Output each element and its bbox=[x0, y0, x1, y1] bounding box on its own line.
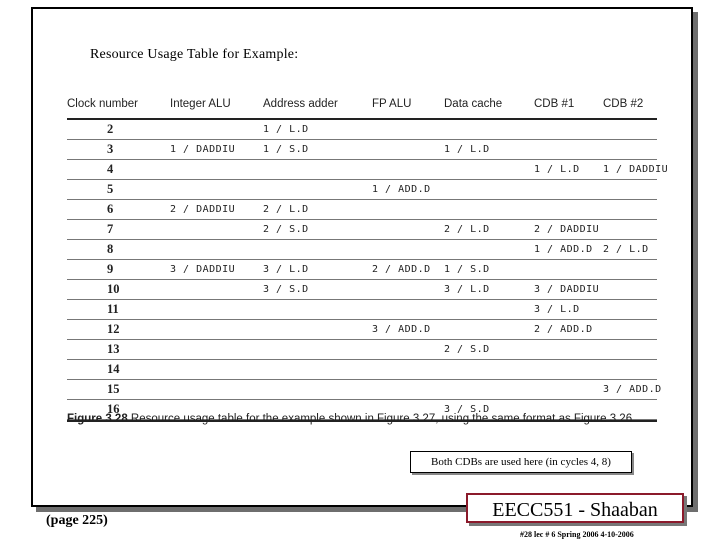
cell-clock: 5 bbox=[107, 182, 114, 196]
table-row bbox=[67, 120, 657, 140]
cell-fp-alu: 1 / ADD.D bbox=[372, 184, 431, 195]
page-reference: (page 225) bbox=[46, 513, 108, 528]
cell-cdb1: 2 / DADDIU bbox=[534, 224, 600, 235]
table-row bbox=[67, 340, 657, 360]
table-row bbox=[67, 320, 657, 340]
header-integer-alu: Integer ALU bbox=[170, 98, 231, 110]
header-clock-number: Clock number bbox=[67, 98, 138, 110]
cell-integer-alu: 1 / DADDIU bbox=[170, 144, 236, 155]
table-header-row bbox=[67, 94, 657, 120]
cell-data-cache: 3 / S.D bbox=[444, 404, 490, 415]
header-cdb1: CDB #1 bbox=[534, 98, 575, 110]
table-row bbox=[67, 380, 662, 400]
cell-address-adder: 1 / L.D bbox=[263, 124, 309, 135]
table-row bbox=[67, 360, 657, 380]
table-row bbox=[67, 180, 657, 200]
cell-data-cache: 1 / S.D bbox=[444, 264, 490, 275]
table-row bbox=[67, 140, 657, 160]
cell-cdb2: 2 / L.D bbox=[603, 244, 649, 255]
cell-cdb1: 2 / ADD.D bbox=[534, 324, 593, 335]
slide-title: Resource Usage Table for Example: bbox=[90, 47, 299, 62]
cell-integer-alu: 3 / DADDIU bbox=[170, 264, 236, 275]
cell-data-cache: 3 / L.D bbox=[444, 284, 490, 295]
table-row bbox=[67, 260, 657, 280]
cell-cdb1: 1 / ADD.D bbox=[534, 244, 593, 255]
cell-cdb2: 1 / DADDIU bbox=[603, 164, 669, 175]
cdb-note-box: Both CDBs are used here (in cycles 4, 8) bbox=[410, 451, 632, 473]
cell-address-adder: 3 / L.D bbox=[263, 264, 309, 275]
cell-clock: 8 bbox=[107, 242, 114, 256]
cell-clock: 3 bbox=[107, 142, 114, 156]
table-row bbox=[67, 240, 657, 260]
table-body bbox=[67, 120, 669, 420]
cell-data-cache: 2 / L.D bbox=[444, 224, 490, 235]
cell-cdb1: 3 / DADDIU bbox=[534, 284, 600, 295]
cell-cdb1: 1 / L.D bbox=[534, 164, 580, 175]
cell-clock: 15 bbox=[107, 382, 120, 396]
cell-clock: 2 bbox=[107, 122, 114, 136]
cell-data-cache: 1 / L.D bbox=[444, 144, 490, 155]
header-address-adder: Address adder bbox=[263, 98, 338, 110]
header-cdb2: CDB #2 bbox=[603, 98, 644, 110]
table-row bbox=[67, 160, 669, 180]
cell-clock: 10 bbox=[107, 282, 120, 296]
table-row bbox=[67, 280, 657, 300]
cell-address-adder: 1 / S.D bbox=[263, 144, 309, 155]
table-row bbox=[67, 300, 657, 320]
caption-label: Figure 3.28 bbox=[67, 413, 128, 425]
cell-clock: 16 bbox=[107, 402, 120, 416]
cell-clock: 14 bbox=[107, 362, 120, 376]
cell-clock: 6 bbox=[107, 202, 114, 216]
cell-cdb2: 3 / ADD.D bbox=[603, 384, 662, 395]
cell-address-adder: 2 / L.D bbox=[263, 204, 309, 215]
cell-clock: 4 bbox=[107, 162, 114, 176]
cell-data-cache: 2 / S.D bbox=[444, 344, 490, 355]
cell-fp-alu: 3 / ADD.D bbox=[372, 324, 431, 335]
cell-clock: 12 bbox=[107, 322, 120, 336]
header-data-cache: Data cache bbox=[444, 98, 503, 110]
cell-clock: 11 bbox=[107, 302, 119, 316]
cell-address-adder: 3 / S.D bbox=[263, 284, 309, 295]
slide-footer: #28 lec # 6 Spring 2006 4-10-2006 bbox=[520, 530, 634, 539]
cell-fp-alu: 2 / ADD.D bbox=[372, 264, 431, 275]
cell-cdb1: 3 / L.D bbox=[534, 304, 580, 315]
cell-clock: 9 bbox=[107, 262, 114, 276]
cell-clock: 13 bbox=[107, 342, 120, 356]
cell-integer-alu: 2 / DADDIU bbox=[170, 204, 236, 215]
table-row bbox=[67, 220, 657, 240]
table-row bbox=[67, 200, 657, 220]
header-fp-alu: FP ALU bbox=[372, 98, 412, 110]
course-title-box: EECC551 - Shaaban bbox=[466, 493, 684, 523]
cell-clock: 7 bbox=[107, 222, 114, 236]
figure-caption bbox=[67, 413, 667, 425]
resource-usage-table bbox=[67, 94, 669, 422]
caption-text: Resource usage table for the example shown in Figure 3.27, using the same format as Figure 3.26. bbox=[130, 413, 636, 425]
cell-address-adder: 2 / S.D bbox=[263, 224, 309, 235]
